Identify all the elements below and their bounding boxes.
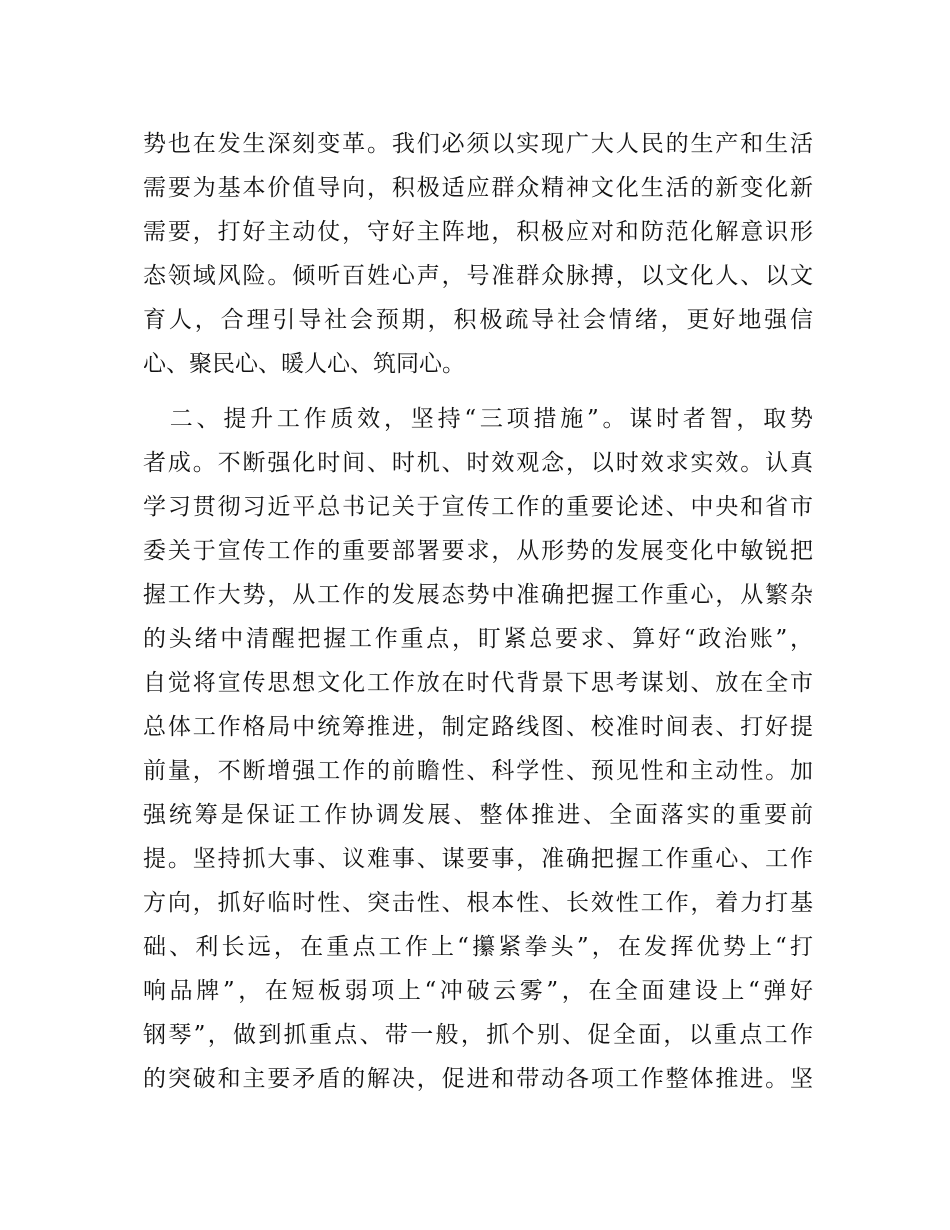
text-line: 学习贯彻习近平总书记关于宣传工作的重要论述、中央和省市 xyxy=(143,494,813,520)
text-line: 需要为基本价值导向，积极适应群众精神文化生活的新变化新 xyxy=(143,175,813,201)
text-line: 总体工作格局中统筹推进，制定路线图、校准时间表、打好提 xyxy=(143,714,813,740)
text-line: 的突破和主要矛盾的解决，促进和带动各项工作整体推进。坚 xyxy=(143,1066,813,1092)
text-line: 二、提升工作质效，坚持“三项措施”。谋时者智，取势 xyxy=(143,406,813,432)
text-line: 的头绪中清醒把握工作重点，盯紧总要求、算好“政治账”， xyxy=(143,626,813,652)
text-line: 态领域风险。倾听百姓心声，号准群众脉搏，以文化人、以文 xyxy=(143,263,813,289)
text-line: 握工作大势，从工作的发展态势中准确把握工作重心，从繁杂 xyxy=(143,582,813,608)
text-line: 提。坚持抓大事、议难事、谋要事，准确把握工作重心、工作 xyxy=(143,846,813,872)
text-line: 钢琴”，做到抓重点、带一般，抓个别、促全面，以重点工作 xyxy=(143,1022,813,1048)
paragraph-1 xyxy=(143,122,813,386)
text-line: 委关于宣传工作的重要部署要求，从形势的发展变化中敏锐把 xyxy=(143,538,813,564)
paragraph-spacer xyxy=(143,386,813,397)
text-line: 前量，不断增强工作的前瞻性、科学性、预见性和主动性。加 xyxy=(143,758,813,784)
text-line: 强统筹是保证工作协调发展、整体推进、全面落实的重要前 xyxy=(143,802,813,828)
text-line: 势也在发生深刻变革。我们必须以实现广大人民的生产和生活 xyxy=(143,131,813,157)
text-line: 者成。不断强化时间、时机、时效观念，以时效求实效。认真 xyxy=(143,450,813,476)
text-line: 心、聚民心、暖人心、筑同心。 xyxy=(143,351,465,377)
text-line: 自觉将宣传思想文化工作放在时代背景下思考谋划、放在全市 xyxy=(143,670,813,696)
text-line: 育人，合理引导社会预期，积极疏导社会情绪，更好地强信 xyxy=(143,307,813,333)
text-line: 础、利长远，在重点工作上“攥紧拳头”，在发挥优势上“打 xyxy=(143,934,813,960)
text-line: 响品牌”，在短板弱项上“冲破云雾”，在全面建设上“弹好 xyxy=(143,978,813,1004)
paragraph-2 xyxy=(143,397,813,1101)
text-line: 需要，打好主动仗，守好主阵地，积极应对和防范化解意识形 xyxy=(143,219,813,245)
document-body xyxy=(143,122,813,1101)
text-line: 方向，抓好临时性、突击性、根本性、长效性工作，着力打基 xyxy=(143,890,813,916)
